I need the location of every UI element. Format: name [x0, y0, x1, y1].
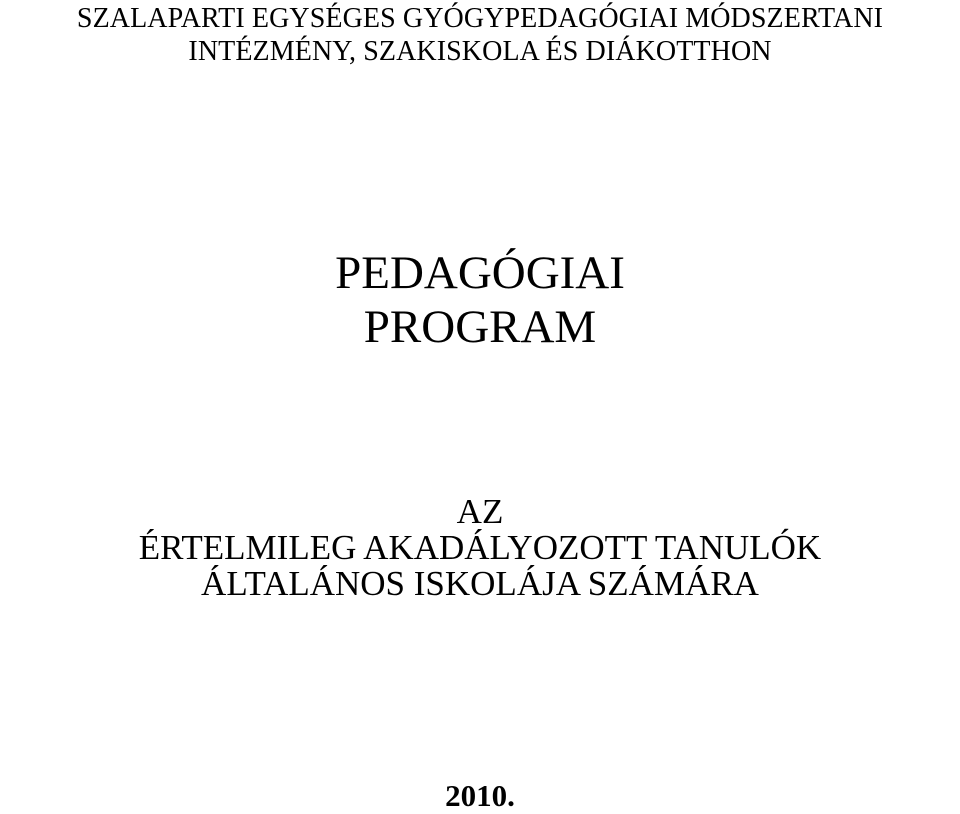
document-subtitle: [0, 494, 960, 602]
document-title: [0, 246, 960, 354]
publication-year: 2010.: [445, 778, 515, 813]
institution-name-line-2: INTÉZMÉNY, SZAKISKOLA ÉS DIÁKOTTHON: [188, 36, 772, 67]
institution-name-line-1: SZALAPARTI EGYSÉGES GYÓGYPEDAGÓGIAI MÓDSZERTANI: [76, 3, 884, 34]
document-subtitle-line-3: ÁLTALÁNOS ISKOLÁJA SZÁMÁRA: [201, 564, 759, 603]
document-subtitle-line-1: AZ: [456, 492, 504, 531]
document-title-line-2: PROGRAM: [363, 301, 597, 353]
document-subtitle-line-2: ÉRTELMILEG AKADÁLYOZOTT TANULÓK: [138, 528, 822, 567]
institution-name: [0, 2, 960, 68]
document-title-line-1: PEDAGÓGIAI: [335, 247, 625, 299]
